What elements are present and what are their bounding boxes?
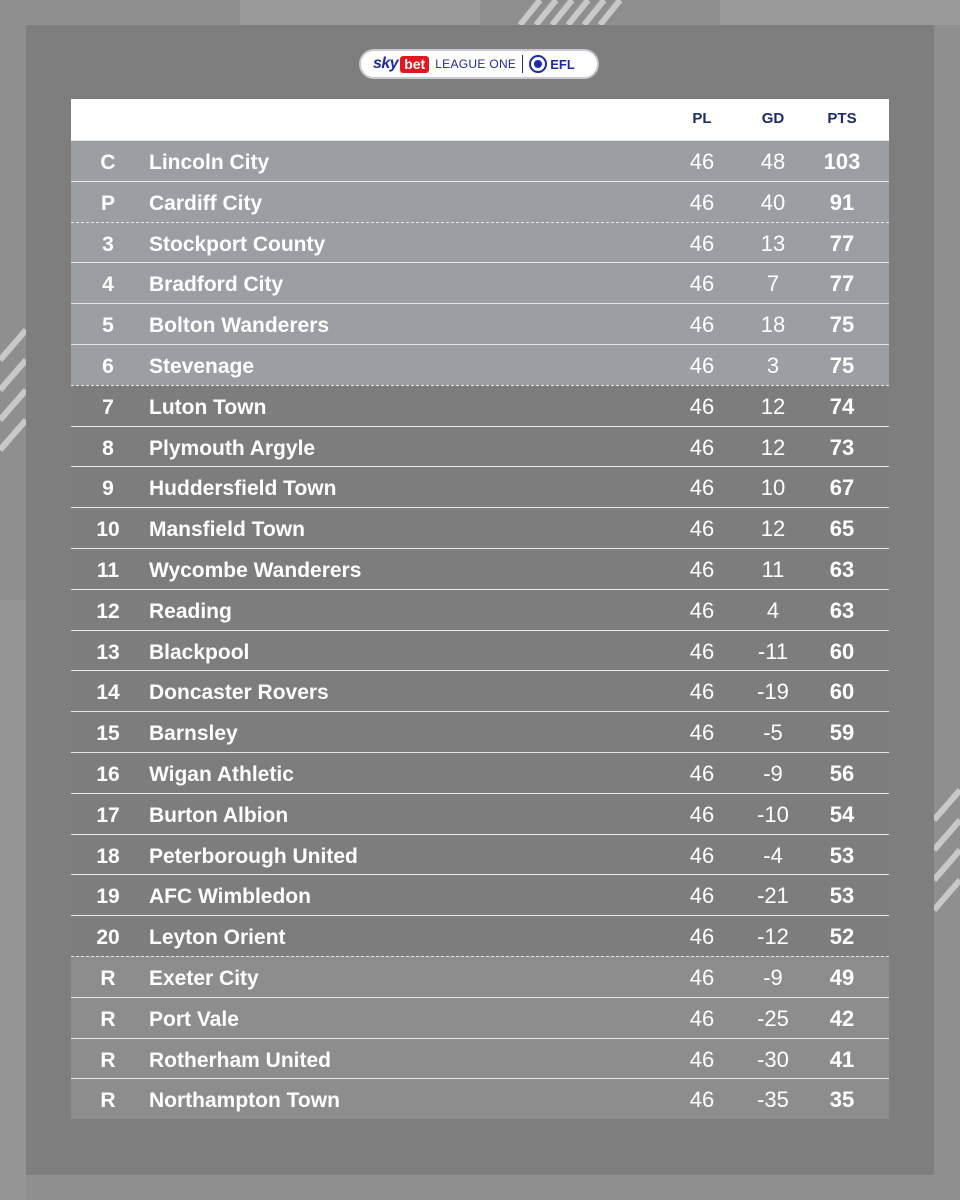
table-row xyxy=(71,181,889,222)
played-cell: 46 xyxy=(689,1046,715,1072)
position-cell: 19 xyxy=(96,885,120,909)
played-cell: 46 xyxy=(689,597,715,623)
sky-logo-text: sky xyxy=(373,55,399,72)
team-name-cell: Luton Town xyxy=(149,395,267,419)
points-cell: 63 xyxy=(829,556,855,582)
column-header-played: PL xyxy=(692,110,712,127)
table-row xyxy=(71,630,889,671)
team-name-cell: Blackpool xyxy=(149,640,250,664)
league-table xyxy=(71,99,889,1119)
played-cell: 46 xyxy=(689,679,715,705)
position-cell: 15 xyxy=(96,722,120,746)
table-row xyxy=(71,711,889,752)
table-row xyxy=(71,140,889,181)
team-name-cell: Exeter City xyxy=(149,966,259,990)
competition-logo xyxy=(359,49,599,79)
logo-divider xyxy=(522,55,523,73)
table-row xyxy=(71,262,889,303)
table-row xyxy=(71,956,889,997)
table-row xyxy=(71,507,889,548)
points-cell: 49 xyxy=(829,964,855,990)
played-cell: 46 xyxy=(689,720,715,746)
played-cell: 46 xyxy=(689,760,715,786)
efl-logo-text: EFL xyxy=(550,56,575,72)
table-row xyxy=(71,670,889,711)
goal-difference-cell: -25 xyxy=(757,1005,789,1031)
played-cell: 46 xyxy=(689,149,715,174)
points-cell: 75 xyxy=(829,312,855,338)
goal-difference-cell: 3 xyxy=(766,352,780,378)
goal-difference-cell: -21 xyxy=(757,883,789,909)
position-cell: 13 xyxy=(96,640,120,664)
goal-difference-cell: 12 xyxy=(760,393,786,419)
points-cell: 103 xyxy=(823,149,861,174)
table-row xyxy=(71,589,889,630)
team-name-cell: Wycombe Wanderers xyxy=(149,558,362,582)
goal-difference-cell: 13 xyxy=(760,230,786,256)
team-name-cell: Cardiff City xyxy=(149,191,263,215)
position-cell: R xyxy=(100,1089,116,1113)
team-name-cell: Rotherham United xyxy=(149,1048,332,1072)
team-name-cell: Peterborough United xyxy=(149,844,358,868)
table-row xyxy=(71,548,889,589)
goal-difference-cell: 40 xyxy=(760,189,786,215)
position-cell: R xyxy=(100,1007,116,1031)
position-cell: 12 xyxy=(96,599,120,623)
position-cell: 3 xyxy=(102,232,114,256)
played-cell: 46 xyxy=(689,842,715,868)
points-cell: 56 xyxy=(829,760,855,786)
position-cell: 9 xyxy=(102,477,114,501)
played-cell: 46 xyxy=(689,516,715,542)
position-cell: R xyxy=(100,966,116,990)
team-name-cell: Barnsley xyxy=(149,722,238,746)
goal-difference-cell: -4 xyxy=(763,842,783,868)
points-cell: 67 xyxy=(829,475,855,501)
team-name-cell: Lincoln City xyxy=(149,151,270,174)
points-cell: 52 xyxy=(829,924,855,950)
goal-difference-cell: -12 xyxy=(757,924,789,950)
points-cell: 59 xyxy=(829,720,855,746)
table-row xyxy=(71,793,889,834)
team-name-cell: Stevenage xyxy=(149,354,255,378)
played-cell: 46 xyxy=(689,883,715,909)
goal-difference-cell: -9 xyxy=(763,964,783,990)
points-cell: 53 xyxy=(829,883,855,909)
table-row xyxy=(71,874,889,915)
goal-difference-cell: -30 xyxy=(757,1046,789,1072)
played-cell: 46 xyxy=(689,230,715,256)
position-cell: 10 xyxy=(96,518,120,542)
team-name-cell: Doncaster Rovers xyxy=(149,681,329,705)
points-cell: 65 xyxy=(829,516,855,542)
team-name-cell: Northampton Town xyxy=(149,1089,340,1113)
points-cell: 54 xyxy=(829,801,855,827)
position-cell: R xyxy=(100,1048,116,1072)
goal-difference-cell: 18 xyxy=(760,312,786,338)
team-name-cell: Reading xyxy=(149,599,232,623)
position-cell: 11 xyxy=(96,558,120,582)
column-header-points: PTS xyxy=(827,110,857,127)
team-name-cell: Bolton Wanderers xyxy=(149,314,330,338)
table-row xyxy=(71,752,889,793)
team-name-cell: Plymouth Argyle xyxy=(149,436,316,460)
played-cell: 46 xyxy=(689,556,715,582)
points-cell: 75 xyxy=(829,352,855,378)
position-cell: 17 xyxy=(96,803,120,827)
team-name-cell: AFC Wimbledon xyxy=(149,885,311,909)
points-cell: 42 xyxy=(829,1005,855,1031)
table-header xyxy=(71,99,889,140)
goal-difference-cell: 11 xyxy=(761,556,785,582)
played-cell: 46 xyxy=(689,1005,715,1031)
played-cell: 46 xyxy=(689,1087,715,1113)
goal-difference-cell: 7 xyxy=(766,271,780,297)
bet-logo-text: bet xyxy=(400,56,429,73)
goal-difference-cell: -11 xyxy=(757,638,789,664)
goal-difference-cell: -19 xyxy=(757,679,789,705)
played-cell: 46 xyxy=(689,434,715,460)
position-cell: 14 xyxy=(96,681,120,705)
goal-difference-cell: 10 xyxy=(760,475,786,501)
table-row xyxy=(71,344,889,385)
played-cell: 46 xyxy=(689,638,715,664)
played-cell: 46 xyxy=(689,801,715,827)
played-cell: 46 xyxy=(689,352,715,378)
table-row xyxy=(71,426,889,467)
points-cell: 60 xyxy=(829,638,855,664)
points-cell: 91 xyxy=(829,189,855,215)
played-cell: 46 xyxy=(689,271,715,297)
goal-difference-cell: 12 xyxy=(760,434,786,460)
points-cell: 60 xyxy=(829,679,855,705)
points-cell: 41 xyxy=(829,1046,855,1072)
table-body xyxy=(71,140,889,1119)
position-cell: 18 xyxy=(96,844,120,868)
position-cell: P xyxy=(100,191,115,215)
played-cell: 46 xyxy=(689,475,715,501)
team-name-cell: Huddersfield Town xyxy=(149,477,337,501)
position-cell: 8 xyxy=(102,436,114,460)
team-name-cell: Wigan Athletic xyxy=(149,762,294,786)
position-cell: 6 xyxy=(102,354,114,378)
played-cell: 46 xyxy=(689,312,715,338)
team-name-cell: Mansfield Town xyxy=(149,518,305,542)
played-cell: 46 xyxy=(689,964,715,990)
played-cell: 46 xyxy=(689,393,715,419)
points-cell: 77 xyxy=(829,230,855,256)
team-name-cell: Port Vale xyxy=(149,1007,239,1031)
played-cell: 46 xyxy=(689,189,715,215)
position-cell: 7 xyxy=(102,395,114,419)
team-name-cell: Leyton Orient xyxy=(149,926,286,950)
team-name-cell: Stockport County xyxy=(149,232,326,256)
competition-name: LEAGUE ONE xyxy=(435,57,517,71)
goal-difference-cell: 4 xyxy=(766,597,780,623)
table-row xyxy=(71,834,889,875)
goal-difference-cell: -5 xyxy=(763,720,783,746)
table-row xyxy=(71,915,889,956)
column-header-goal-difference: GD xyxy=(761,110,785,127)
table-row xyxy=(71,385,889,426)
table-row xyxy=(71,997,889,1038)
played-cell: 46 xyxy=(689,924,715,950)
position-cell: 5 xyxy=(102,314,114,338)
points-cell: 63 xyxy=(829,597,855,623)
goal-difference-cell: -35 xyxy=(757,1087,789,1113)
table-row xyxy=(71,1078,889,1119)
table-row xyxy=(71,1038,889,1079)
team-name-cell: Burton Albion xyxy=(149,803,289,827)
table-row xyxy=(71,303,889,344)
goal-difference-cell: 12 xyxy=(760,516,786,542)
table-row xyxy=(71,222,889,263)
position-cell: 16 xyxy=(96,762,120,786)
position-cell: C xyxy=(100,151,116,174)
points-cell: 74 xyxy=(829,393,855,419)
goal-difference-cell: 48 xyxy=(760,149,786,174)
team-name-cell: Bradford City xyxy=(149,273,284,297)
position-cell: 20 xyxy=(96,926,120,950)
table-row xyxy=(71,466,889,507)
goal-difference-cell: -10 xyxy=(757,801,789,827)
efl-badge-icon xyxy=(529,55,547,73)
points-cell: 53 xyxy=(829,842,855,868)
position-cell: 4 xyxy=(102,273,114,297)
points-cell: 35 xyxy=(829,1087,855,1113)
points-cell: 77 xyxy=(829,271,855,297)
points-cell: 73 xyxy=(829,434,855,460)
goal-difference-cell: -9 xyxy=(763,760,783,786)
